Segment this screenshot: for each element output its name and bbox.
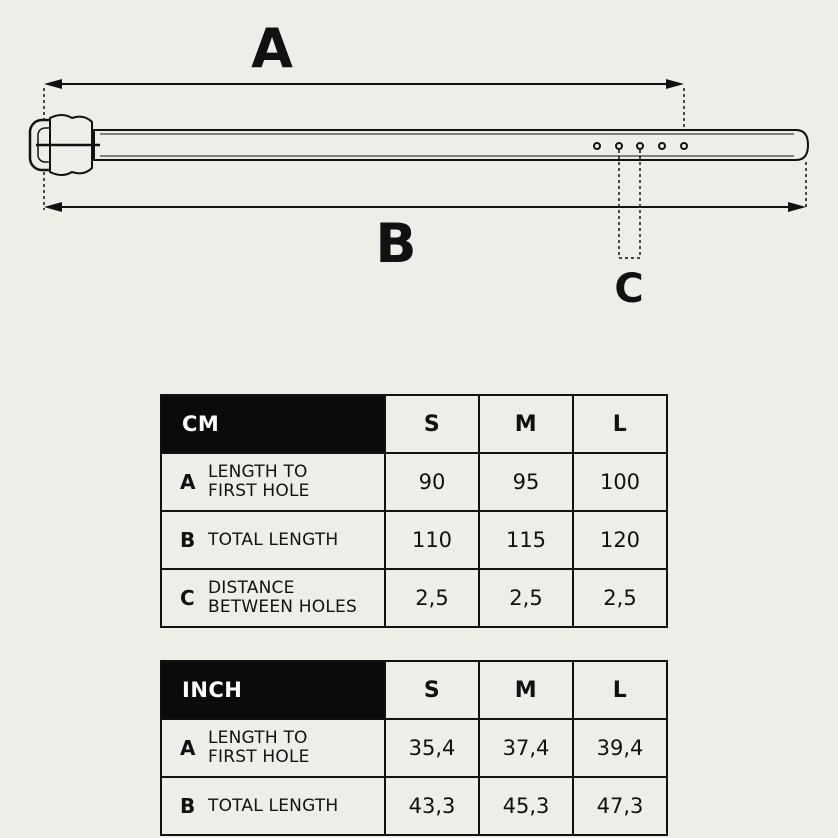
unit-label: INCH [161,661,385,719]
table-cell: 37,4 [479,719,573,777]
table-row [161,719,667,777]
table-cell: 2,5 [385,569,479,627]
belt-illustration [30,115,808,175]
row-key: A [180,470,196,494]
row-label: TOTAL LENGTH [208,529,339,550]
row-label: TOTAL LENGTH [208,795,339,816]
row-key: B [180,794,196,818]
size-header: M [479,661,573,719]
table-cell: 90 [385,453,479,511]
dimension-line-b [44,162,806,212]
dimension-line-c [619,150,640,258]
row-label: LENGTH TO FIRST HOLE [208,728,310,767]
table-row [161,511,667,569]
table-row [161,453,667,511]
size-table-cm [160,394,668,628]
table-cell: 115 [479,511,573,569]
size-header: S [385,395,479,453]
table-cell: 100 [573,453,667,511]
table-cell: 110 [385,511,479,569]
row-label: LENGTH TO FIRST HOLE [208,462,310,501]
table-header-row [161,395,667,453]
table-cell: 43,3 [385,777,479,835]
label-a: A [251,17,293,80]
table-cell: 47,3 [573,777,667,835]
size-header: L [573,661,667,719]
size-header: M [479,395,573,453]
size-header: S [385,661,479,719]
table-cell: 2,5 [479,569,573,627]
table-row [161,569,667,627]
table-cell: 35,4 [385,719,479,777]
unit-label: CM [161,395,385,453]
table-cell: 2,5 [573,569,667,627]
table-cell: 39,4 [573,719,667,777]
belt-diagram [0,0,838,330]
table-cell: 120 [573,511,667,569]
label-b: B [375,212,417,275]
row-label: DISTANCE BETWEEN HOLES [208,578,357,617]
table-row [161,777,667,835]
table-cell: 95 [479,453,573,511]
label-c: C [614,266,644,312]
size-table-inch [160,660,668,836]
table-header-row [161,661,667,719]
row-key: C [180,586,195,610]
row-key: B [180,528,196,552]
table-cell: 45,3 [479,777,573,835]
row-key: A [180,736,196,760]
size-header: L [573,395,667,453]
